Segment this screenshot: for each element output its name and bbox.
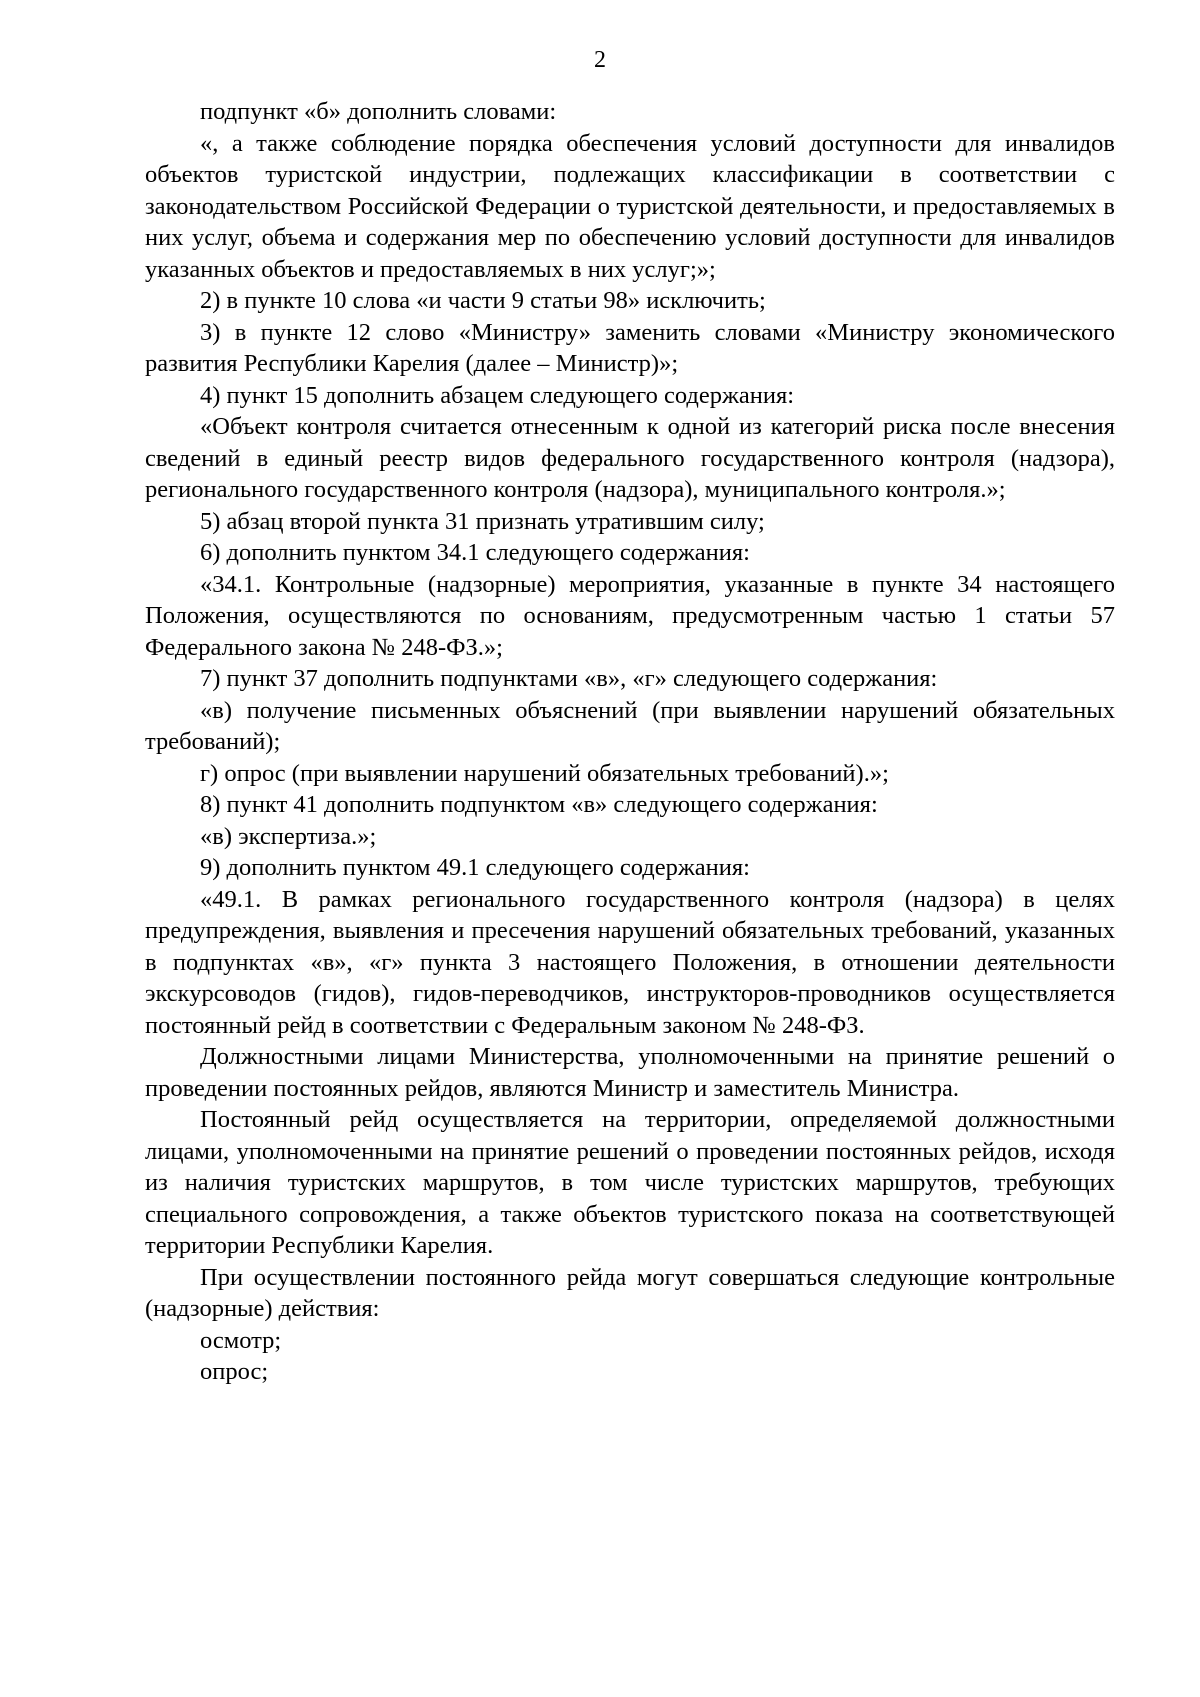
paragraph: г) опрос (при выявлении нарушений обязательных требований).»; — [200, 759, 889, 787]
paragraph: 4) пункт 15 дополнить абзацем следующего содержания: — [200, 381, 795, 409]
paragraph: 2) в пункте 10 слова «и части 9 статьи 98» исключить; — [200, 287, 766, 314]
paragraph: подпункт «б» дополнить словами: — [200, 98, 557, 125]
paragraph: «Объект контроля считается отнесенным к одной из категорий риска после внесения сведений в единый реестр видов федерального государственного контроля (надзора), регионального государственного контроля (надзора), муниципального контроля.»; — [145, 413, 1115, 503]
paragraph: 9) дополнить пунктом 49.1 следующего содержания: — [200, 854, 750, 881]
paragraph: Должностными лицами Министерства, уполномоченными на принятие решений о проведении постоянных рейдов, являются Министр и заместитель Министра. — [145, 1043, 1115, 1102]
paragraph: 8) пункт 41 дополнить подпунктом «в» следующего содержания: — [200, 791, 878, 818]
paragraph: «, а также соблюдение порядка обеспечения условий доступности для инвалидов объектов туристской индустрии, подлежащих классификации в соответствии с законодательством Российской Федерации о туристской деятельности, и предоставляемых в них услуг, объема и содержания мер по обеспечению условий доступности для инвалидов указанных объектов и предоставляемых в них услуг;»; — [145, 129, 1115, 283]
paragraph: 7) пункт 37 дополнить подпунктами «в», «г» следующего содержания: — [200, 665, 938, 692]
paragraph: При осуществлении постоянного рейда могут совершаться следующие контрольные (надзорные) действия: — [145, 1263, 1115, 1322]
paragraph: «34.1. Контрольные (надзорные) мероприятия, указанные в пункте 34 настоящего Положения, осуществляются по основаниям, предусмотренным частью 1 статьи 57 Федерального закона № 248-ФЗ.»; — [145, 570, 1115, 661]
paragraph: 3) в пункте 12 слово «Министру» заменить словами «Министру экономического развития Республики Карелия (далее – Министр)»; — [145, 318, 1115, 377]
page-number: 2 — [594, 47, 606, 73]
paragraph: 6) дополнить пунктом 34.1 следующего содержания: — [200, 539, 750, 566]
paragraph: «49.1. В рамках регионального государственного контроля (надзора) в целях предупреждения, выявления и пресечения нарушений обязательных требований, указанных в подпунктах «в», «г» пункта 3 настоящего Положения, в отношении деятельности экскурсоводов (гидов), гидов-переводчиков, инструкторов-проводников осуществляется постоянный рейд в соответствии с Федеральным законом № 248-ФЗ. — [145, 885, 1115, 1039]
paragraph: Постоянный рейд осуществляется на территории, определяемой должностными лицами, уполномоченными на принятие решений о проведении постоянных рейдов, исходя из наличия туристских маршрутов, в том числе туристских маршрутов, требующих специального сопровождения, а также объектов туристского показа на соответствующей территории Республики Карелия. — [145, 1106, 1115, 1259]
document-body — [145, 96, 1115, 1388]
paragraph: опрос; — [200, 1358, 269, 1385]
paragraph: 5) абзац второй пункта 31 признать утратившим силу; — [200, 507, 765, 535]
paragraph: осмотр; — [200, 1326, 282, 1354]
paragraph: «в) экспертиза.»; — [200, 822, 377, 850]
paragraph: «в) получение письменных объяснений (при выявлении нарушений обязательных требований); — [145, 696, 1115, 755]
